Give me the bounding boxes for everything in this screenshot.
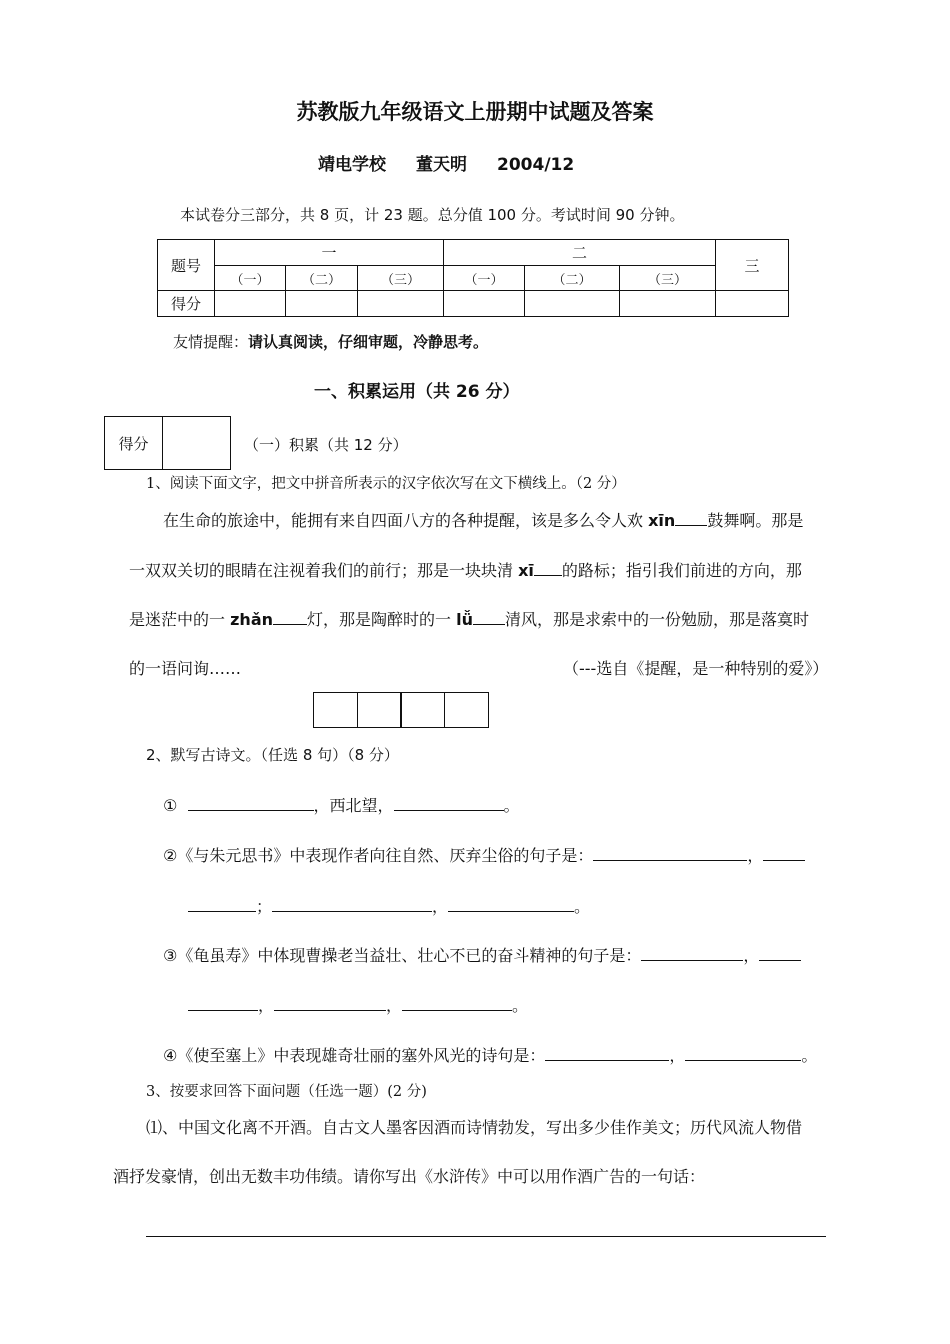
- q2-item-4: [163, 1042, 817, 1066]
- score-cell[interactable]: [215, 291, 286, 317]
- q3-paragraph-1: ⑴、中国文化离不开酒。自古文人墨客因酒而诗情勃发，写出多少佳作美文；历代风流人物借: [146, 1118, 803, 1137]
- q1-line-1: [163, 507, 803, 531]
- q2-text: ，: [258, 996, 275, 1015]
- q1-text: 鼓舞啊。那是: [707, 511, 804, 530]
- table-part-1: 一: [215, 240, 444, 266]
- answer-blank[interactable]: [188, 893, 256, 912]
- reminder-text: 请认真阅读，仔细审题，冷静思考。: [248, 333, 489, 351]
- table-sub-2-3: （三）: [620, 266, 716, 291]
- q2-text: ，: [669, 1046, 686, 1065]
- q2-text: 。: [512, 996, 529, 1015]
- subsection-1-heading: （一）积累（共 12 分）: [244, 436, 408, 454]
- score-cell[interactable]: [716, 291, 789, 317]
- score-cell[interactable]: [620, 291, 716, 317]
- table-label-question-no: 题号: [158, 240, 215, 291]
- q2-text: ④《使至塞上》中表现雄奇壮丽的塞外风光的诗句是：: [163, 1046, 546, 1065]
- q1-text: 一双双关切的眼睛在注视着我们的前行；那是一块块清: [129, 561, 514, 580]
- q1-line-3: [129, 606, 809, 630]
- answer-blank[interactable]: [273, 606, 307, 625]
- table-sub-1-2: （二）: [286, 266, 358, 291]
- q2-text: 。: [574, 897, 591, 916]
- q2-item-2-cont: [188, 893, 590, 917]
- score-cell[interactable]: [286, 291, 358, 317]
- table-sub-1-3: （三）: [358, 266, 444, 291]
- q1-text: 在生命的旅途中，能拥有来自四面八方的各种提醒，该是多么令人欢: [163, 511, 644, 530]
- table-sub-2-1: （一）: [444, 266, 525, 291]
- q2-text: ；: [256, 897, 273, 916]
- page-title: 苏教版九年级语文上册期中试题及答案: [296, 100, 654, 124]
- pinyin-xin: xīn: [648, 511, 676, 530]
- q3-paragraph-2: 酒抒发豪情，创出无数丰功伟绩。请你写出《水浒传》中可以用作酒广告的一句话：: [113, 1167, 706, 1186]
- q1-text: 的路标；指引我们前进的方向，那: [561, 561, 802, 580]
- q2-text: 。: [503, 796, 520, 815]
- answer-blank[interactable]: [394, 792, 504, 811]
- answer-blank[interactable]: [675, 507, 707, 526]
- q1-line-4: 的一语问询……: [129, 659, 242, 678]
- answer-square[interactable]: [313, 692, 358, 728]
- answer-line[interactable]: [146, 1236, 826, 1237]
- answer-blank[interactable]: [188, 792, 314, 811]
- score-table: [157, 239, 789, 317]
- q2-item-3-cont: [188, 992, 528, 1016]
- answer-blank[interactable]: [448, 893, 574, 912]
- answer-blank[interactable]: [272, 893, 432, 912]
- score-box-label: 得分: [118, 435, 149, 453]
- answer-blank[interactable]: [759, 942, 801, 961]
- table-part-2: 二: [444, 240, 716, 266]
- table-label-score: 得分: [158, 291, 215, 317]
- pinyin-xi: xī: [518, 561, 534, 580]
- score-box-input[interactable]: [163, 417, 230, 469]
- byline-author: 董天明: [416, 155, 467, 175]
- answer-square[interactable]: [400, 692, 445, 728]
- table-sub-2-2: （二）: [525, 266, 620, 291]
- answer-square[interactable]: [444, 692, 489, 728]
- answer-blank[interactable]: [685, 1042, 801, 1061]
- reminder-prefix: 友情提醒：: [173, 333, 249, 351]
- q1-source: （---选自《提醒，是一种特别的爱》）: [563, 659, 829, 678]
- q1-text: 灯，那是陶醉时的一: [307, 610, 452, 629]
- byline-date: 2004/12: [497, 155, 575, 175]
- answer-blank[interactable]: [593, 842, 747, 861]
- q1-text: 清风，那是求索中的一份勉励，那是落寞时: [504, 610, 809, 629]
- score-cell[interactable]: [444, 291, 525, 317]
- q2-text: ，: [432, 897, 449, 916]
- answer-blank[interactable]: [545, 1042, 669, 1061]
- answer-blank[interactable]: [274, 992, 386, 1011]
- pinyin-zhan: zhǎn: [230, 610, 273, 629]
- answer-blank[interactable]: [763, 842, 805, 861]
- byline: [318, 150, 574, 175]
- answer-blank[interactable]: [641, 942, 743, 961]
- table-sub-1-1: （一）: [215, 266, 286, 291]
- answer-blank[interactable]: [534, 557, 562, 576]
- q2-stem: 2、默写古诗文。（任选 8 句）（8 分）: [146, 746, 399, 764]
- answer-square[interactable]: [357, 692, 402, 728]
- intro-text: 本试卷分三部分，共 8 页，计 23 题。总分值 100 分。考试时间 90 分钟。: [180, 206, 685, 224]
- q1-line-2: [129, 557, 802, 581]
- q2-item-1: [163, 792, 520, 816]
- q2-text: ，: [386, 996, 403, 1015]
- pinyin-lv: lǚ: [456, 610, 473, 629]
- q2-item-2: [163, 842, 805, 866]
- q2-text: 。: [801, 1046, 818, 1065]
- q2-item-1-mark: ①: [163, 796, 178, 815]
- answer-blank[interactable]: [402, 992, 512, 1011]
- q1-stem: 1、阅读下面文字，把文中拼音所表示的汉字依次写在文下横线上。（2 分）: [146, 476, 626, 492]
- q2-text: ，: [743, 946, 760, 965]
- table-part-3: 三: [716, 240, 789, 291]
- score-box: [104, 416, 231, 470]
- section-1-heading: 一、积累运用（共 26 分）: [314, 382, 520, 402]
- q2-text: ③《龟虽寿》中体现曹操老当益壮、壮心不已的奋斗精神的句子是：: [163, 946, 642, 965]
- score-cell[interactable]: [358, 291, 444, 317]
- q2-item-3: [163, 942, 801, 966]
- answer-blank[interactable]: [473, 606, 505, 625]
- answer-blank[interactable]: [188, 992, 258, 1011]
- reminder: [173, 331, 488, 352]
- q3-stem: 3、按要求回答下面问题（任选一题）(2 分): [146, 1084, 427, 1100]
- q1-text: 是迷茫中的一: [129, 610, 226, 629]
- q2-text: ②《与朱元思书》中表现作者向往自然、厌弃尘俗的句子是：: [163, 846, 594, 865]
- byline-school: 靖电学校: [318, 155, 386, 175]
- q2-text: ，西北望，: [313, 796, 394, 815]
- score-cell[interactable]: [525, 291, 620, 317]
- q2-text: ，: [747, 846, 764, 865]
